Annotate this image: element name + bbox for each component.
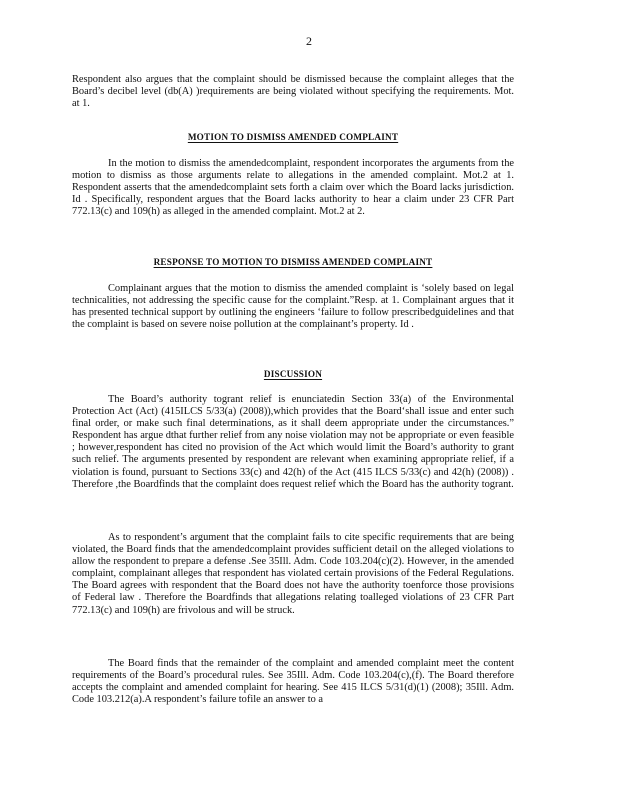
- paragraph-motion-to-dismiss: In the motion to dismiss the amendedcomplaint, respondent incorporates the arguments from the motion to dismiss as those arguments relate to allegations in the amended complaint. Mot.2 at 1. Respondent asserts that the amendedcomplaint sets forth a claim over which the Board lacks jurisdiction. Id . Specifically, respondent argues that the Board lacks authority to hear a claim under 23 CFR Part 772.13(c) and 109(h) as alleged in the amended complaint. Mot.2 at 2.: [72, 158, 514, 218]
- paragraph-specific-requirements: As to respondent’s argument that the complaint fails to cite specific requirements that are being violated, the Board finds that the amendedcomplaint provides sufficient detail on the alleged violations to allow the respondent to prepare a defense .See 35Ill. Adm. Code 103.204(c)(2). However, in the amended complaint, complainant alleges that respondent has violated certain provisions of the Federal Regulations. The Board agrees with respondent that the Board does not have the authority toenforce those provisions of Federal law . Therefore the Boardfinds that allegations relating toalleged violations of 23 CFR Part 772.13(c) and 109(h) are frivolous and will be struck.: [72, 532, 514, 616]
- heading-response: [72, 256, 514, 268]
- paragraph-content-requirements: The Board finds that the remainder of the complaint and amended complaint meet the content requirements of the Board’s procedural rules. See 35Ill. Adm. Code 103.204(c),(f). The Board therefore accepts the complaint and amended complaint for hearing. See 415 ILCS 5/31(d)(1) (2008); 35Ill. Adm. Code 103.212(a).A respondent’s failure tofile an answer to a: [72, 658, 514, 706]
- heading-text: DISCUSSION: [263, 369, 323, 379]
- paragraph-complainant-response: Complainant argues that the motion to dismiss the amended complaint is ‘solely based on legal technicalities, not addressing the specific cause for the complaint.”Resp. at 1. Complainant argues that it has presented technical support by outlining the engineers ‘failure to follow prescribedguidelines and that the complaint is based on severe noise pollution at the complainant’s property. Id .: [72, 283, 514, 331]
- heading-discussion: [72, 368, 514, 380]
- page-number: 2: [306, 34, 312, 48]
- heading-text: MOTION TO DISMISS AMENDED COMPLAINT: [187, 132, 399, 142]
- heading-motion-to-dismiss: [72, 131, 514, 143]
- heading-text: RESPONSE TO MOTION TO DISMISS AMENDED COMPLAINT: [153, 257, 433, 267]
- paragraph-board-authority: The Board’s authority togrant relief is enunciatedin Section 33(a) of the Environmental Protection Act (Act) (415ILCS 5/33(a) (2008)),which provides that the Board‘shall issue and enter such final order, or make such final determinations, as it shall deem appropriate under the circumstances.” Respondent has argue dthat further relief from any noise violation may not be appropriate or even feasible ; however,respondent has cited no provision of the Act which would limit the Board’s authority to grant such relief. The arguments presented by respondent are relevant when examining appropriate relief, if a violation is found, pursuant to Sections 33(c) and 42(h) of the Act (415 ILCS 5/33(c) and 42(h) (2008)) . Therefore ,the Boardfinds that the complaint does request relief which the Board has the authority togrant.: [72, 394, 514, 490]
- paragraph-respondent-decibel: Respondent also argues that the complaint should be dismissed because the complaint alleges that the Board’s decibel level (db(A) )requirements are being violated without specifying the requirements. Mot. at 1.: [72, 74, 514, 110]
